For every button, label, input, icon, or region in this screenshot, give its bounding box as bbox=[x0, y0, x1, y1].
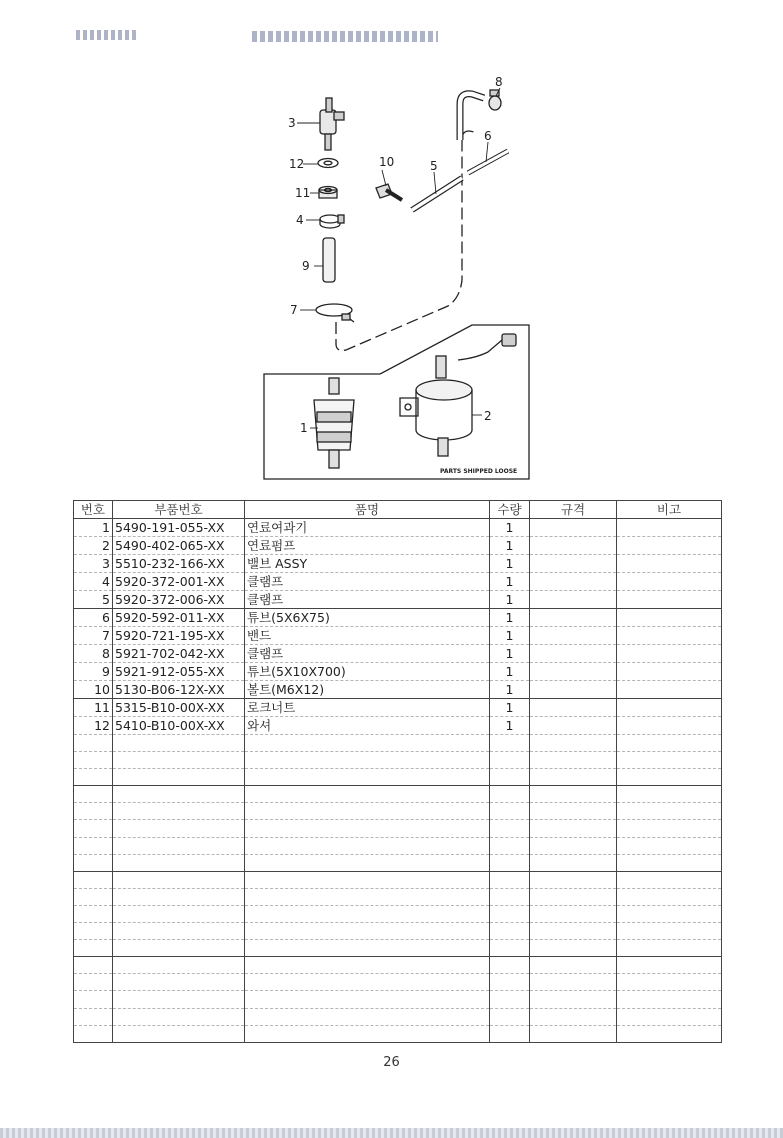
row-spec bbox=[530, 1025, 617, 1042]
row-name: 볼트(M6X12) bbox=[245, 681, 490, 699]
table-row bbox=[74, 645, 722, 663]
callout-12: 12 bbox=[289, 157, 305, 171]
row-name: 튜브(5X10X700) bbox=[245, 663, 490, 681]
table-row bbox=[74, 837, 722, 854]
row-spec bbox=[530, 940, 617, 957]
row-name bbox=[245, 905, 490, 922]
table-row bbox=[74, 957, 722, 974]
row-qty bbox=[490, 871, 530, 888]
row-spec bbox=[530, 905, 617, 922]
table-row bbox=[74, 905, 722, 922]
row-remark bbox=[617, 905, 722, 922]
row-no: 8 bbox=[74, 645, 113, 663]
row-qty bbox=[490, 905, 530, 922]
row-part-no bbox=[113, 1008, 245, 1025]
callout-10: 10 bbox=[379, 155, 395, 169]
row-no: 2 bbox=[74, 537, 113, 555]
row-remark bbox=[617, 888, 722, 905]
row-spec bbox=[530, 699, 617, 717]
row-part-no: 5130-B06-12X-XX bbox=[113, 681, 245, 699]
parts-table bbox=[73, 500, 722, 1043]
row-qty bbox=[490, 752, 530, 769]
row-qty bbox=[490, 991, 530, 1008]
row-qty bbox=[490, 940, 530, 957]
row-qty bbox=[490, 957, 530, 974]
row-remark bbox=[617, 609, 722, 627]
row-remark bbox=[617, 555, 722, 573]
part-4-clamp-icon bbox=[320, 215, 344, 228]
row-spec bbox=[530, 663, 617, 681]
row-name: 클램프 bbox=[245, 573, 490, 591]
row-qty bbox=[490, 769, 530, 786]
row-part-no: 5921-912-055-XX bbox=[113, 663, 245, 681]
table-row bbox=[74, 769, 722, 786]
row-part-no: 5920-372-001-XX bbox=[113, 573, 245, 591]
row-qty bbox=[490, 735, 530, 752]
table-row bbox=[74, 699, 722, 717]
table-row bbox=[74, 555, 722, 573]
row-remark bbox=[617, 837, 722, 854]
row-no bbox=[74, 923, 113, 940]
row-name: 클램프 bbox=[245, 591, 490, 609]
row-qty bbox=[490, 837, 530, 854]
row-no: 7 bbox=[74, 627, 113, 645]
row-spec bbox=[530, 803, 617, 820]
row-part-no: 5315-B10-00X-XX bbox=[113, 699, 245, 717]
row-no bbox=[74, 991, 113, 1008]
row-spec bbox=[530, 573, 617, 591]
row-qty: 1 bbox=[490, 519, 530, 537]
row-remark bbox=[617, 663, 722, 681]
table-row bbox=[74, 871, 722, 888]
header-no: 번호 bbox=[74, 501, 113, 519]
row-part-no: 5920-721-195-XX bbox=[113, 627, 245, 645]
table-row bbox=[74, 803, 722, 820]
table-row bbox=[74, 519, 722, 537]
row-spec bbox=[530, 837, 617, 854]
row-name bbox=[245, 752, 490, 769]
table-header-row bbox=[74, 501, 722, 519]
page-number: 26 bbox=[383, 1055, 400, 1070]
table-row bbox=[74, 735, 722, 752]
row-spec bbox=[530, 537, 617, 555]
row-spec bbox=[530, 820, 617, 837]
row-qty bbox=[490, 820, 530, 837]
row-name bbox=[245, 854, 490, 871]
row-name bbox=[245, 1025, 490, 1042]
row-remark bbox=[617, 573, 722, 591]
row-spec bbox=[530, 1008, 617, 1025]
row-spec bbox=[530, 627, 617, 645]
row-remark bbox=[617, 681, 722, 699]
callout-11: 11 bbox=[295, 186, 311, 200]
table-row bbox=[74, 888, 722, 905]
row-part-no bbox=[113, 991, 245, 1008]
row-spec bbox=[530, 591, 617, 609]
row-name bbox=[245, 820, 490, 837]
table-row bbox=[74, 820, 722, 837]
row-name bbox=[245, 888, 490, 905]
row-remark bbox=[617, 717, 722, 735]
row-remark bbox=[617, 974, 722, 991]
table-row bbox=[74, 974, 722, 991]
table-row bbox=[74, 752, 722, 769]
row-remark bbox=[617, 645, 722, 663]
row-spec bbox=[530, 735, 617, 752]
callout-1: 1 bbox=[300, 421, 308, 435]
table-row bbox=[74, 537, 722, 555]
row-no bbox=[74, 888, 113, 905]
row-spec bbox=[530, 957, 617, 974]
row-no: 10 bbox=[74, 681, 113, 699]
row-name bbox=[245, 735, 490, 752]
row-spec bbox=[530, 974, 617, 991]
row-name bbox=[245, 786, 490, 803]
row-qty bbox=[490, 1025, 530, 1042]
row-part-no bbox=[113, 940, 245, 957]
row-remark bbox=[617, 591, 722, 609]
row-no bbox=[74, 752, 113, 769]
row-qty: 1 bbox=[490, 573, 530, 591]
row-no bbox=[74, 974, 113, 991]
table-row bbox=[74, 991, 722, 1008]
table-row bbox=[74, 663, 722, 681]
row-remark bbox=[617, 537, 722, 555]
row-spec bbox=[530, 769, 617, 786]
row-no bbox=[74, 957, 113, 974]
row-no bbox=[74, 871, 113, 888]
row-qty: 1 bbox=[490, 591, 530, 609]
row-spec bbox=[530, 555, 617, 573]
row-name bbox=[245, 923, 490, 940]
callout-3: 3 bbox=[288, 116, 296, 130]
row-no: 5 bbox=[74, 591, 113, 609]
row-no bbox=[74, 1008, 113, 1025]
callout-5: 5 bbox=[430, 159, 438, 173]
row-remark bbox=[617, 627, 722, 645]
row-remark bbox=[617, 519, 722, 537]
row-remark bbox=[617, 803, 722, 820]
row-no: 3 bbox=[74, 555, 113, 573]
row-name bbox=[245, 1008, 490, 1025]
row-name bbox=[245, 974, 490, 991]
table-row bbox=[74, 609, 722, 627]
row-no bbox=[74, 820, 113, 837]
row-qty bbox=[490, 854, 530, 871]
row-part-no bbox=[113, 820, 245, 837]
header-right-text bbox=[252, 31, 438, 42]
row-qty bbox=[490, 1008, 530, 1025]
row-part-no bbox=[113, 888, 245, 905]
row-qty: 1 bbox=[490, 609, 530, 627]
row-spec bbox=[530, 519, 617, 537]
row-spec bbox=[530, 752, 617, 769]
row-spec bbox=[530, 854, 617, 871]
row-name: 와셔 bbox=[245, 717, 490, 735]
row-part-no bbox=[113, 837, 245, 854]
row-remark bbox=[617, 923, 722, 940]
row-no: 1 bbox=[74, 519, 113, 537]
row-remark bbox=[617, 1025, 722, 1042]
part-11-nut-icon bbox=[319, 187, 337, 199]
loose-parts-box bbox=[264, 325, 529, 479]
scan-edge bbox=[0, 1128, 783, 1138]
table-row bbox=[74, 786, 722, 803]
row-part-no: 5490-191-055-XX bbox=[113, 519, 245, 537]
header-qty: 수량 bbox=[490, 501, 530, 519]
row-name bbox=[245, 837, 490, 854]
row-remark bbox=[617, 752, 722, 769]
hose-route bbox=[336, 131, 474, 350]
part-1-fuel-filter-icon bbox=[314, 378, 354, 468]
header-remark: 비고 bbox=[617, 501, 722, 519]
row-remark bbox=[617, 769, 722, 786]
callout-8: 8 bbox=[495, 75, 503, 89]
row-spec bbox=[530, 681, 617, 699]
row-part-no: 5490-402-065-XX bbox=[113, 537, 245, 555]
row-remark bbox=[617, 957, 722, 974]
row-name bbox=[245, 940, 490, 957]
row-spec bbox=[530, 871, 617, 888]
row-no bbox=[74, 854, 113, 871]
row-qty: 1 bbox=[490, 681, 530, 699]
parts-exploded-diagram bbox=[262, 60, 532, 480]
row-no bbox=[74, 786, 113, 803]
table-row bbox=[74, 923, 722, 940]
row-no: 9 bbox=[74, 663, 113, 681]
table-row bbox=[74, 1025, 722, 1042]
callout-7: 7 bbox=[290, 303, 298, 317]
row-qty: 1 bbox=[490, 645, 530, 663]
table-row bbox=[74, 717, 722, 735]
row-spec bbox=[530, 888, 617, 905]
row-name bbox=[245, 957, 490, 974]
row-part-no bbox=[113, 854, 245, 871]
row-qty: 1 bbox=[490, 555, 530, 573]
callout-2: 2 bbox=[484, 409, 492, 423]
table-row bbox=[74, 1008, 722, 1025]
row-name bbox=[245, 991, 490, 1008]
part-8-clamp-icon bbox=[489, 90, 501, 110]
callout-9: 9 bbox=[302, 259, 310, 273]
row-no bbox=[74, 735, 113, 752]
parts-shipped-loose-note: PARTS SHIPPED LOOSE bbox=[440, 468, 518, 475]
row-part-no: 5920-372-006-XX bbox=[113, 591, 245, 609]
part-12-washer-icon bbox=[318, 159, 338, 168]
part-7-band-icon bbox=[316, 304, 354, 322]
row-qty: 1 bbox=[490, 699, 530, 717]
row-name: 밴드 bbox=[245, 627, 490, 645]
row-no bbox=[74, 837, 113, 854]
row-no: 6 bbox=[74, 609, 113, 627]
row-part-no bbox=[113, 974, 245, 991]
callout-6: 6 bbox=[484, 129, 492, 143]
part-2-fuel-pump-icon bbox=[400, 334, 516, 456]
table-row bbox=[74, 627, 722, 645]
row-part-no: 5510-232-166-XX bbox=[113, 555, 245, 573]
row-part-no bbox=[113, 803, 245, 820]
callout-4: 4 bbox=[296, 213, 304, 227]
part-9-tube-icon bbox=[323, 238, 335, 282]
header-spec: 규격 bbox=[530, 501, 617, 519]
row-no: 11 bbox=[74, 699, 113, 717]
row-qty bbox=[490, 803, 530, 820]
table-row bbox=[74, 940, 722, 957]
row-qty: 1 bbox=[490, 663, 530, 681]
row-no bbox=[74, 940, 113, 957]
row-name bbox=[245, 769, 490, 786]
table-row bbox=[74, 681, 722, 699]
row-name: 연료여과기 bbox=[245, 519, 490, 537]
row-spec bbox=[530, 645, 617, 663]
row-no bbox=[74, 1025, 113, 1042]
row-qty: 1 bbox=[490, 717, 530, 735]
row-part-no bbox=[113, 769, 245, 786]
row-no bbox=[74, 803, 113, 820]
header-name: 품명 bbox=[245, 501, 490, 519]
row-part-no: 5921-702-042-XX bbox=[113, 645, 245, 663]
row-name: 밸브 ASSY bbox=[245, 555, 490, 573]
row-no: 4 bbox=[74, 573, 113, 591]
row-remark bbox=[617, 1008, 722, 1025]
row-spec bbox=[530, 717, 617, 735]
row-part-no bbox=[113, 957, 245, 974]
row-part-no bbox=[113, 923, 245, 940]
row-spec bbox=[530, 786, 617, 803]
header-part-no: 부품번호 bbox=[113, 501, 245, 519]
row-part-no bbox=[113, 1025, 245, 1042]
row-name: 클램프 bbox=[245, 645, 490, 663]
row-remark bbox=[617, 820, 722, 837]
row-no: 12 bbox=[74, 717, 113, 735]
row-remark bbox=[617, 991, 722, 1008]
row-part-no bbox=[113, 905, 245, 922]
row-spec bbox=[530, 923, 617, 940]
row-remark bbox=[617, 871, 722, 888]
row-qty bbox=[490, 786, 530, 803]
row-name: 로크너트 bbox=[245, 699, 490, 717]
table-row bbox=[74, 854, 722, 871]
header-left-text bbox=[76, 30, 138, 40]
row-part-no: 5410-B10-00X-XX bbox=[113, 717, 245, 735]
row-no bbox=[74, 905, 113, 922]
row-name: 연료펌프 bbox=[245, 537, 490, 555]
row-spec bbox=[530, 609, 617, 627]
row-name bbox=[245, 803, 490, 820]
row-qty: 1 bbox=[490, 537, 530, 555]
row-part-no bbox=[113, 752, 245, 769]
row-part-no bbox=[113, 786, 245, 803]
row-name bbox=[245, 871, 490, 888]
row-part-no bbox=[113, 871, 245, 888]
row-remark bbox=[617, 854, 722, 871]
row-remark bbox=[617, 786, 722, 803]
row-qty bbox=[490, 888, 530, 905]
table-row bbox=[74, 573, 722, 591]
row-qty bbox=[490, 923, 530, 940]
row-part-no bbox=[113, 735, 245, 752]
row-no bbox=[74, 769, 113, 786]
part-10-bolt-icon bbox=[376, 184, 402, 200]
table-row bbox=[74, 591, 722, 609]
row-part-no: 5920-592-011-XX bbox=[113, 609, 245, 627]
row-qty: 1 bbox=[490, 627, 530, 645]
part-3-valve-icon bbox=[320, 98, 344, 150]
row-remark bbox=[617, 699, 722, 717]
row-name: 튜브(5X6X75) bbox=[245, 609, 490, 627]
row-remark bbox=[617, 735, 722, 752]
row-spec bbox=[530, 991, 617, 1008]
row-remark bbox=[617, 940, 722, 957]
row-qty bbox=[490, 974, 530, 991]
